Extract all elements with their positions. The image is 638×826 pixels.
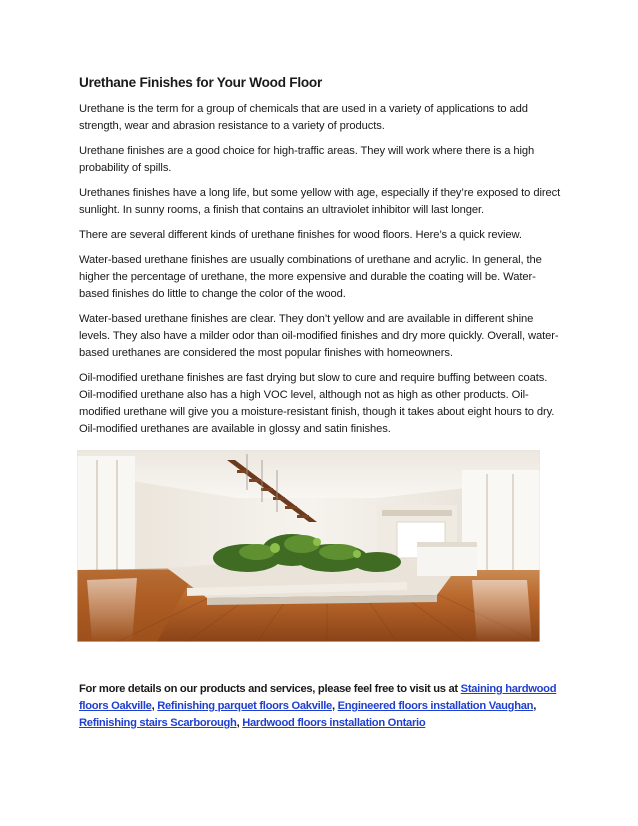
paragraph-oil-modified: Oil-modified urethane finishes are fast drying but slow to cure and require buffing between coats. Oil-modified urethane also has a high VOC level, although not as high as other products. Oil-modified urethane will give you a moisture-resistant finish, though it takes about eight hours to dry. Oil-modified urethanes are available in glossy and satin finishes.: [79, 372, 555, 435]
paragraph-long-life: Urethanes finishes have a long life, but some yellow with age, especially if they’re exposed to direct sunlight. In sunny rooms, a finish that contains an ultraviolet inhibitor will last longer.: [79, 187, 561, 216]
document-body: [79, 74, 563, 642]
paragraph-water-based-clear: Water-based urethane finishes are clear. They don’t yellow and are available in different shine levels. They also have a milder odor than oil-modified finishes and dry more quickly. Overall, water-based urethanes are considered the most popular finishes with homeowners.: [79, 313, 559, 359]
link-refinishing-stairs-scarborough[interactable]: Refinishing stairs Scarborough: [79, 717, 237, 729]
link-separator: ,: [533, 700, 537, 712]
paragraph-urethane-definition: Urethane is the term for a group of chemicals that are used in a variety of applications to add strength, wear and abrasion resistance to a variety of products.: [79, 103, 528, 132]
link-separator: ,: [236, 717, 243, 729]
footer-intro: For more details on our products and services, please feel free to visit us at: [79, 683, 461, 695]
document-title: Urethane Finishes for Your Wood Floor: [79, 75, 323, 90]
interior-wood-floor-photo: [77, 450, 540, 642]
link-engineered-floors-installation-vaughan[interactable]: Engineered floors installation Vaughan: [337, 700, 534, 712]
link-staining-hardwood-floors-oakville[interactable]: Staining hardwood floors Oakville: [79, 683, 557, 712]
paragraph-kinds: There are several different kinds of urethane finishes for wood floors. Here’s a quick review.: [79, 229, 522, 241]
link-separator: ,: [151, 700, 158, 712]
paragraph-high-traffic: Urethane finishes are a good choice for high-traffic areas. They will work where there is a high probability of spills.: [79, 145, 535, 174]
footer-links-paragraph: [79, 681, 563, 732]
paragraph-water-based: Water-based urethane finishes are usually combinations of urethane and acrylic. In general, the higher the percentage of urethane, the more expensive and durable the coating will be. Water-based finishes do little to change the color of the wood.: [79, 254, 542, 300]
link-separator: ,: [331, 700, 338, 712]
link-refinishing-parquet-floors-oakville[interactable]: Refinishing parquet floors Oakville: [157, 700, 332, 712]
link-hardwood-floors-installation-ontario[interactable]: Hardwood floors installation Ontario: [242, 717, 426, 729]
